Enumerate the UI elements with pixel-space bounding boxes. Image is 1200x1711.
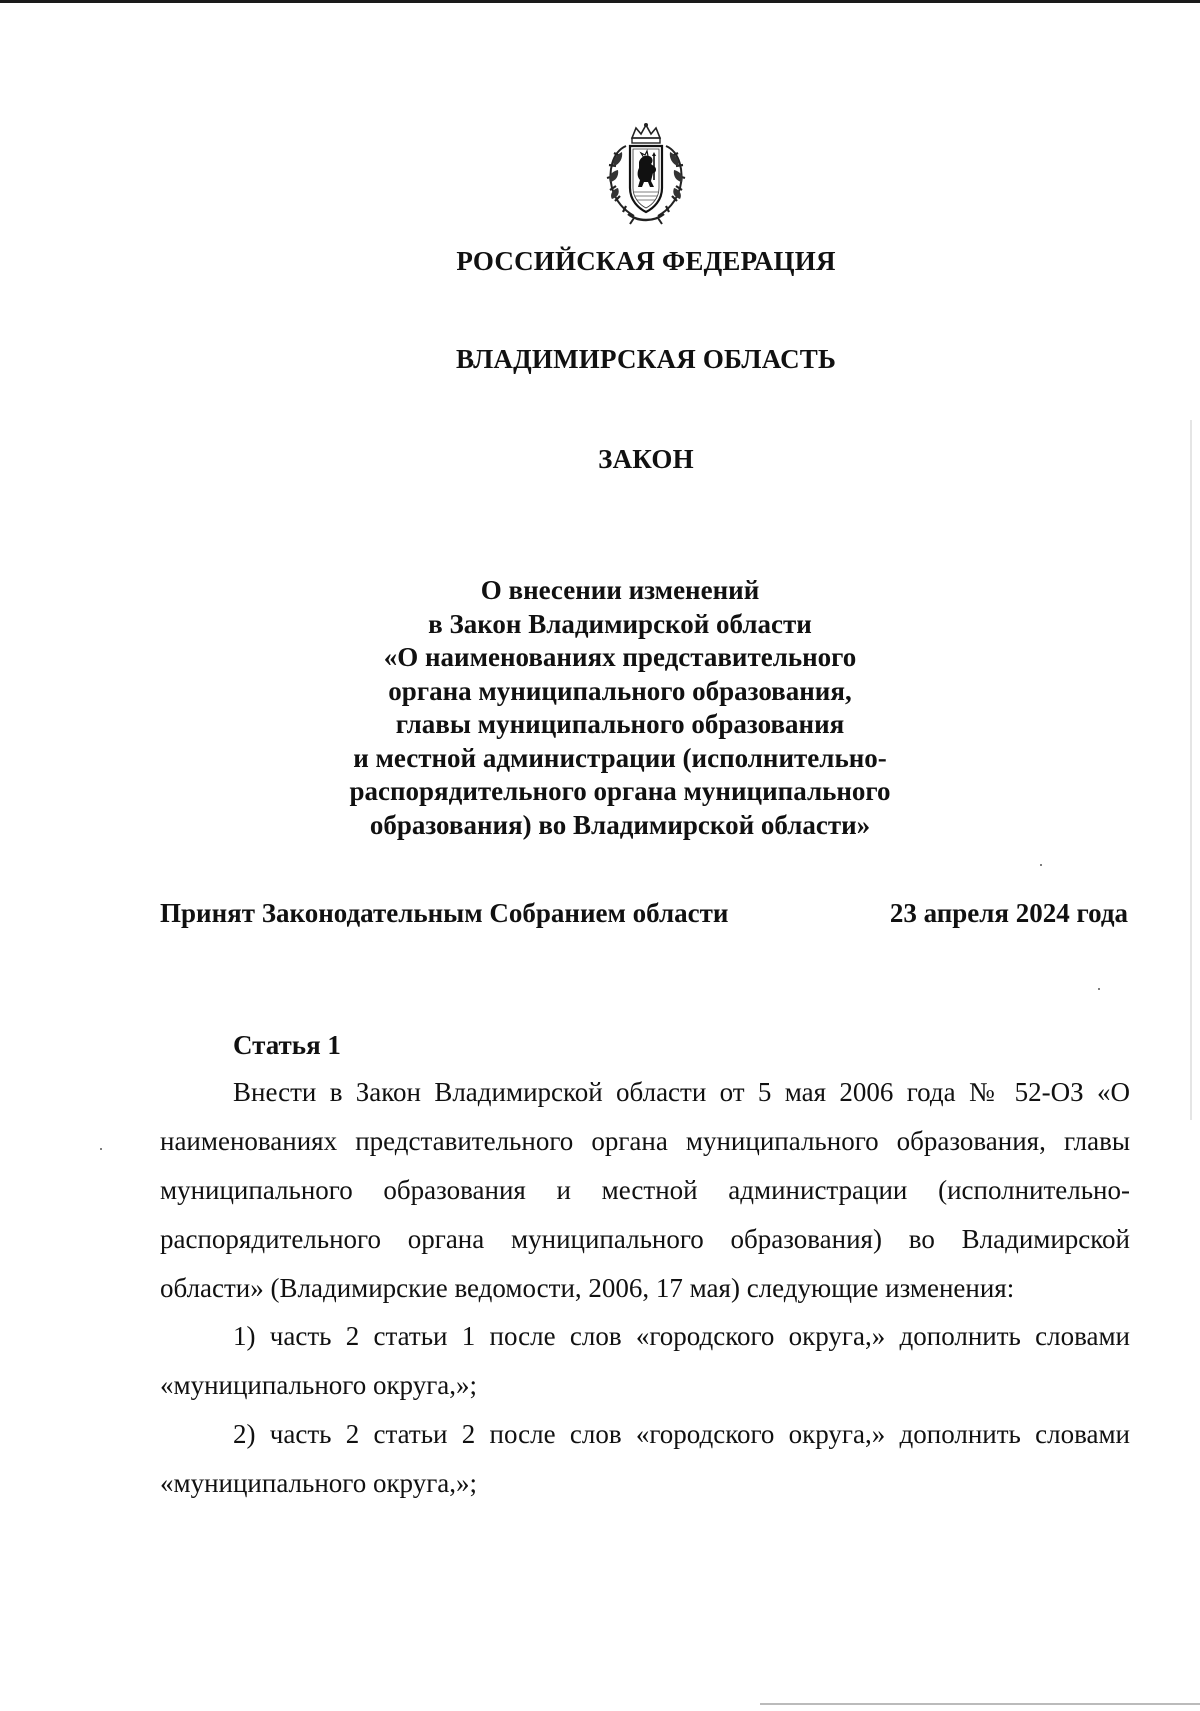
scan-bottom-edge <box>760 1703 1200 1705</box>
law-title <box>0 574 1200 842</box>
law-title-line: в Закон Владимирской области <box>428 608 812 639</box>
scan-top-edge <box>0 0 1200 3</box>
region-heading: ВЛАДИМИРСКАЯ ОБЛАСТЬ <box>455 344 837 374</box>
law-title-line: О внесении изменений <box>480 575 760 605</box>
article-intro-text: Внести в Закон Владимирской области от 5 мая 2006 года № 52-ОЗ «О наименованиях представительного органа муниципального образования, главы муниципального образования и местной администрации (исполнительно-распорядительного органа муниципального образования) во Владимирской области» (Владимирские ведомости, 2006, 17 мая) следующие изменения: <box>160 1077 1130 1303</box>
law-title-line: «О наименованиях представительного <box>383 642 857 672</box>
law-title-line: и местной администрации (исполнительно- <box>353 742 887 773</box>
law-title-line: образования) во Владимирской области» <box>369 809 871 840</box>
article-item-paragraph <box>160 1312 1130 1410</box>
article-item-paragraph <box>160 1410 1130 1508</box>
article-item-text: 1) часть 2 статьи 1 после слов «городского округа,» дополнить словами «муниципального округа,»; <box>160 1321 1130 1400</box>
adoption-date: 23 апреля 2024 года <box>889 898 1128 928</box>
law-title-line: распорядительного органа муниципального <box>349 776 891 806</box>
document-type-heading: ЗАКОН <box>598 444 694 474</box>
article-item-text: 2) часть 2 статьи 2 после слов «городского округа,» дополнить словами «муниципального округа,»; <box>160 1419 1130 1498</box>
article-intro-paragraph <box>160 1068 1130 1313</box>
scan-speck <box>1098 988 1100 990</box>
scan-speck <box>100 1148 102 1150</box>
law-title-line: главы муниципального образования <box>395 709 845 739</box>
coat-of-arms-icon <box>598 122 694 226</box>
adopted-by: Принят Законодательным Собранием области <box>160 898 729 928</box>
scan-speck <box>1040 864 1042 866</box>
law-title-line: органа муниципального образования, <box>388 675 852 706</box>
article-heading: Статья 1 <box>233 1030 341 1060</box>
federation-heading: РОССИЙСКАЯ ФЕДЕРАЦИЯ <box>456 246 836 276</box>
